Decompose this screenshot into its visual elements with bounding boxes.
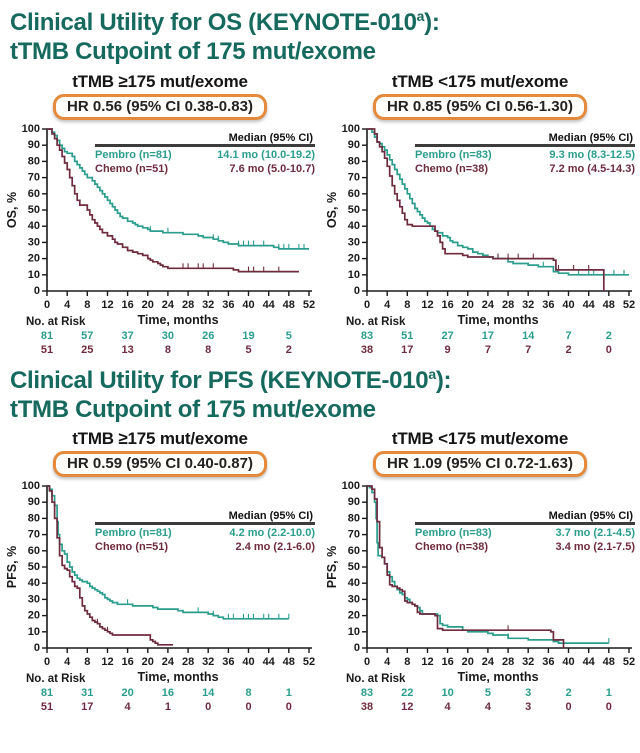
- x-tick-label: 0: [363, 656, 371, 669]
- no-at-risk-label: No. at Risk: [26, 315, 86, 328]
- legend-header: Median (95% CI): [415, 132, 635, 147]
- legend-value: 3.4 mo (2.1-7.5): [555, 541, 635, 554]
- y-tick-label: 20: [27, 609, 40, 622]
- risk-count: 57: [81, 329, 94, 342]
- x-tick-label: 40: [242, 656, 255, 669]
- y-tick-label: 60: [27, 187, 40, 200]
- legend-label: Pembro (n=83): [415, 148, 492, 161]
- legend-value: 14.1 mo (10.0-19.2): [217, 148, 315, 161]
- risk-count: 5: [245, 343, 252, 356]
- x-tick-label: 24: [481, 298, 495, 311]
- risk-count: 17: [481, 329, 495, 342]
- risk-count: 3: [525, 701, 532, 714]
- legend-header: Median (95% CI): [415, 510, 635, 525]
- x-tick-label: 20: [461, 656, 474, 669]
- x-tick-label: 28: [501, 298, 515, 311]
- y-tick-label: 10: [27, 268, 40, 281]
- plot-area: [0, 123, 320, 313]
- x-tick-label: 28: [501, 656, 515, 669]
- x-tick-label: 8: [84, 298, 91, 311]
- y-tick-label: 100: [21, 122, 40, 135]
- title-footnote-marker: a: [416, 8, 425, 24]
- y-tick-label: 90: [27, 496, 40, 509]
- x-tick-label: 48: [282, 656, 295, 669]
- risk-count: 0: [285, 701, 292, 714]
- risk-count: 14: [522, 329, 535, 342]
- y-tick-label: 40: [27, 577, 40, 590]
- chart-subtitle: tTMB <175 mut/exome: [391, 71, 569, 91]
- risk-count: 7: [484, 343, 491, 356]
- risk-count: 2: [605, 329, 612, 342]
- title-tail: ):: [435, 366, 452, 394]
- risk-count: 51: [40, 701, 54, 714]
- y-tick-label: 30: [347, 593, 360, 606]
- risk-count: 0: [605, 701, 612, 714]
- risk-row-pembro: [320, 330, 640, 344]
- km-curve-chemo: [47, 129, 299, 272]
- legend-label: Chemo (n=51): [95, 541, 169, 554]
- chart-subtitle: tTMB ≥175 mut/exome: [72, 429, 248, 449]
- x-tick-label: 20: [141, 656, 154, 669]
- risk-count: 51: [401, 329, 414, 342]
- y-axis-title: PFS, %: [5, 545, 19, 589]
- y-tick-label: 0: [353, 284, 360, 297]
- risk-row-pembro: [0, 330, 320, 344]
- km-chart-os-low-tmb: [320, 71, 640, 358]
- y-axis-title: PFS, %: [325, 545, 339, 589]
- y-tick-label: 80: [347, 512, 360, 525]
- y-tick-label: 70: [27, 171, 40, 184]
- y-tick-label: 40: [27, 219, 40, 232]
- risk-count: 7: [565, 329, 572, 342]
- x-tick-label: 8: [404, 298, 411, 311]
- risk-count: 2: [285, 343, 292, 356]
- x-tick-label: 52: [302, 298, 315, 311]
- hazard-ratio-box: HR 0.85 (95% CI 0.56-1.30): [373, 94, 587, 120]
- risk-count: 1: [164, 701, 171, 714]
- risk-count: 5: [285, 329, 292, 342]
- risk-count: 13: [121, 343, 134, 356]
- risk-count: 2: [565, 687, 572, 700]
- y-tick-label: 100: [21, 480, 40, 493]
- risk-count: 16: [161, 687, 175, 700]
- risk-count: 0: [205, 701, 212, 714]
- risk-count: 9: [444, 343, 451, 356]
- risk-count: 26: [202, 329, 215, 342]
- legend-header: Median (95% CI): [95, 132, 315, 147]
- y-tick-label: 60: [347, 187, 360, 200]
- risk-count: 20: [121, 687, 134, 700]
- x-axis-title: Time, months: [137, 312, 219, 327]
- y-tick-label: 90: [27, 138, 40, 151]
- risk-count: 83: [360, 329, 374, 342]
- risk-count: 81: [40, 329, 54, 342]
- y-tick-label: 100: [341, 122, 360, 135]
- legend-label: Chemo (n=51): [95, 162, 169, 175]
- y-tick-label: 40: [347, 577, 360, 590]
- x-tick-label: 0: [363, 298, 371, 311]
- legend-header: Median (95% CI): [95, 510, 315, 525]
- charts-row-os: [0, 71, 640, 358]
- y-tick-label: 10: [347, 268, 360, 281]
- risk-count: 31: [81, 687, 94, 700]
- risk-count: 2: [565, 343, 572, 356]
- km-curve-pembro: [367, 486, 609, 643]
- plot-area: [0, 480, 320, 670]
- y-tick-label: 70: [347, 528, 360, 541]
- x-tick-label: 0: [43, 298, 51, 311]
- km-curve-chemo: [367, 486, 564, 648]
- y-tick-label: 80: [27, 512, 40, 525]
- charts-row-pfs: [0, 428, 640, 715]
- x-tick-label: 12: [421, 298, 434, 311]
- y-tick-label: 80: [27, 154, 40, 167]
- legend-value: 2.4 mo (2.1-6.0): [235, 541, 315, 554]
- risk-row-pembro: [320, 687, 640, 701]
- risk-count: 8: [205, 343, 212, 356]
- km-chart-os-high-tmb: [0, 71, 320, 358]
- legend-label: Chemo (n=38): [415, 541, 489, 554]
- km-curve-chemo: [367, 129, 604, 291]
- x-tick-label: 40: [562, 656, 575, 669]
- risk-header: [0, 313, 320, 330]
- x-tick-label: 20: [141, 298, 154, 311]
- x-tick-label: 12: [101, 298, 114, 311]
- risk-count: 1: [285, 687, 292, 700]
- x-tick-label: 32: [522, 656, 535, 669]
- x-tick-label: 32: [202, 298, 215, 311]
- y-tick-label: 0: [33, 284, 40, 297]
- risk-row-pembro: [0, 687, 320, 701]
- km-curve-pembro: [47, 129, 309, 249]
- risk-header: [0, 670, 320, 687]
- title-text: Clinical Utility for OS (KEYNOTE-010: [10, 9, 417, 36]
- y-tick-label: 60: [27, 544, 40, 557]
- risk-count: 8: [245, 687, 252, 700]
- x-tick-label: 36: [222, 656, 235, 669]
- km-chart-pfs-high-tmb: [0, 428, 320, 715]
- x-tick-label: 40: [242, 298, 255, 311]
- risk-count: 25: [81, 343, 94, 356]
- y-tick-label: 20: [347, 609, 360, 622]
- x-tick-label: 52: [622, 656, 635, 669]
- plot-area: [320, 480, 640, 670]
- risk-count: 37: [121, 329, 134, 342]
- x-tick-label: 16: [121, 656, 134, 669]
- x-tick-label: 36: [222, 298, 235, 311]
- section-title-os: [0, 6, 640, 71]
- x-tick-label: 4: [384, 656, 391, 669]
- x-tick-label: 12: [101, 656, 114, 669]
- x-axis-title: Time, months: [457, 670, 539, 685]
- x-axis-title: Time, months: [137, 670, 219, 685]
- hazard-ratio-box: HR 0.56 (95% CI 0.38-0.83): [53, 94, 267, 120]
- x-tick-label: 28: [181, 656, 195, 669]
- x-tick-label: 44: [262, 298, 275, 311]
- risk-count: 38: [360, 343, 374, 356]
- x-tick-label: 44: [582, 656, 595, 669]
- x-tick-label: 52: [302, 656, 315, 669]
- y-tick-label: 10: [27, 625, 40, 638]
- legend-value: 7.2 mo (4.5-14.3): [549, 162, 635, 175]
- y-axis-title: OS, %: [5, 191, 19, 228]
- y-tick-label: 90: [347, 138, 360, 151]
- x-axis-title: Time, months: [457, 312, 539, 327]
- no-at-risk-label: No. at Risk: [346, 315, 406, 328]
- risk-count: 4: [484, 701, 491, 714]
- y-tick-label: 90: [347, 496, 360, 509]
- y-axis-title: OS, %: [325, 191, 339, 228]
- y-tick-label: 10: [347, 625, 360, 638]
- risk-count: 51: [40, 343, 54, 356]
- km-plot-svg: [5, 123, 315, 313]
- x-tick-label: 4: [64, 656, 71, 669]
- risk-header: [320, 670, 640, 687]
- risk-count: 83: [360, 687, 374, 700]
- risk-count: 4: [124, 701, 131, 714]
- hazard-ratio-box: HR 0.59 (95% CI 0.40-0.87): [53, 451, 267, 477]
- y-tick-label: 50: [27, 561, 40, 574]
- x-tick-label: 52: [622, 298, 635, 311]
- risk-row-chemo: [0, 344, 320, 358]
- risk-count: 30: [161, 329, 175, 342]
- legend-value: 9.3 mo (8.3-12.5): [549, 148, 635, 161]
- km-curve-pembro: [367, 129, 629, 275]
- plot-area: [320, 123, 640, 313]
- y-tick-label: 50: [347, 203, 360, 216]
- risk-count: 0: [245, 701, 252, 714]
- y-tick-label: 50: [27, 203, 40, 216]
- legend-value: 7.6 mo (5.0-10.7): [229, 162, 315, 175]
- y-tick-label: 30: [27, 235, 40, 248]
- title-text: Clinical Utility for PFS (KEYNOTE-010: [10, 366, 429, 394]
- risk-count: 0: [565, 701, 572, 714]
- risk-count: 17: [401, 343, 414, 356]
- y-tick-label: 30: [27, 593, 40, 606]
- x-tick-label: 24: [481, 656, 495, 669]
- y-tick-label: 40: [347, 219, 360, 232]
- km-curve-chemo: [47, 486, 173, 645]
- legend-label: Chemo (n=38): [415, 162, 489, 175]
- risk-count: 14: [202, 687, 215, 700]
- legend-value: 3.7 mo (2.1-4.5): [555, 527, 635, 540]
- title-footnote-marker: a: [428, 365, 436, 382]
- risk-count: 12: [401, 701, 414, 714]
- km-plot-svg: [325, 480, 635, 670]
- legend-label: Pembro (n=83): [415, 527, 492, 540]
- section-pfs: [0, 358, 640, 716]
- title-line2: tTMB Cutpoint of 175 mut/exome: [10, 38, 376, 66]
- section-os: [0, 0, 640, 358]
- x-tick-label: 4: [64, 298, 71, 311]
- risk-count: 27: [441, 329, 454, 342]
- legend-label: Pembro (n=81): [95, 527, 172, 540]
- x-tick-label: 16: [121, 298, 134, 311]
- x-tick-label: 36: [542, 298, 555, 311]
- risk-row-chemo: [320, 344, 640, 358]
- y-tick-label: 80: [347, 154, 360, 167]
- risk-count: 22: [401, 687, 414, 700]
- y-tick-label: 60: [347, 544, 360, 557]
- y-tick-label: 100: [341, 480, 360, 493]
- y-tick-label: 30: [347, 235, 360, 248]
- y-tick-label: 20: [27, 252, 40, 265]
- km-chart-pfs-low-tmb: [320, 428, 640, 715]
- x-tick-label: 48: [282, 298, 295, 311]
- chart-subtitle: tTMB ≥175 mut/exome: [72, 71, 248, 91]
- risk-count: 5: [484, 687, 491, 700]
- x-tick-label: 16: [441, 656, 454, 669]
- x-tick-label: 48: [602, 298, 615, 311]
- y-tick-label: 0: [353, 642, 360, 655]
- y-tick-label: 70: [27, 528, 40, 541]
- x-tick-label: 12: [421, 656, 434, 669]
- x-tick-label: 32: [522, 298, 535, 311]
- no-at-risk-label: No. at Risk: [26, 673, 86, 686]
- section-title-pfs: [0, 364, 640, 429]
- y-tick-label: 70: [347, 171, 360, 184]
- y-tick-label: 50: [347, 561, 360, 574]
- risk-count: 19: [242, 329, 255, 342]
- risk-count: 10: [441, 687, 454, 700]
- risk-count: 1: [605, 687, 612, 700]
- legend-label: Pembro (n=81): [95, 148, 172, 161]
- x-tick-label: 40: [562, 298, 575, 311]
- x-tick-label: 8: [84, 656, 91, 669]
- y-tick-label: 20: [347, 252, 360, 265]
- x-tick-label: 36: [542, 656, 555, 669]
- chart-subtitle: tTMB <175 mut/exome: [391, 429, 569, 449]
- km-plot-svg: [5, 480, 315, 670]
- x-tick-label: 44: [582, 298, 595, 311]
- x-tick-label: 44: [262, 656, 275, 669]
- km-plot-svg: [325, 123, 635, 313]
- hazard-ratio-box: HR 1.09 (95% CI 0.72-1.63): [373, 451, 587, 477]
- risk-row-chemo: [320, 701, 640, 715]
- x-tick-label: 28: [181, 298, 195, 311]
- x-tick-label: 24: [161, 298, 175, 311]
- x-tick-label: 24: [161, 656, 175, 669]
- risk-count: 81: [40, 687, 54, 700]
- risk-header: [320, 313, 640, 330]
- x-tick-label: 32: [202, 656, 215, 669]
- x-tick-label: 16: [441, 298, 454, 311]
- x-tick-label: 48: [602, 656, 615, 669]
- no-at-risk-label: No. at Risk: [346, 673, 406, 686]
- x-tick-label: 20: [461, 298, 474, 311]
- y-tick-label: 0: [33, 642, 40, 655]
- title-tail: ):: [424, 9, 440, 36]
- title-line2: tTMB Cutpoint of 175 mut/exome: [10, 395, 376, 423]
- x-tick-label: 4: [384, 298, 391, 311]
- risk-count: 3: [525, 687, 532, 700]
- risk-count: 4: [444, 701, 451, 714]
- risk-count: 8: [164, 343, 171, 356]
- risk-count: 0: [605, 343, 612, 356]
- x-tick-label: 8: [404, 656, 411, 669]
- legend-value: 4.2 mo (2.2-10.0): [229, 527, 315, 540]
- risk-row-chemo: [0, 701, 320, 715]
- km-curve-pembro: [47, 486, 289, 619]
- risk-count: 38: [360, 701, 374, 714]
- x-tick-label: 0: [43, 656, 51, 669]
- risk-count: 17: [81, 701, 94, 714]
- risk-count: 7: [525, 343, 532, 356]
